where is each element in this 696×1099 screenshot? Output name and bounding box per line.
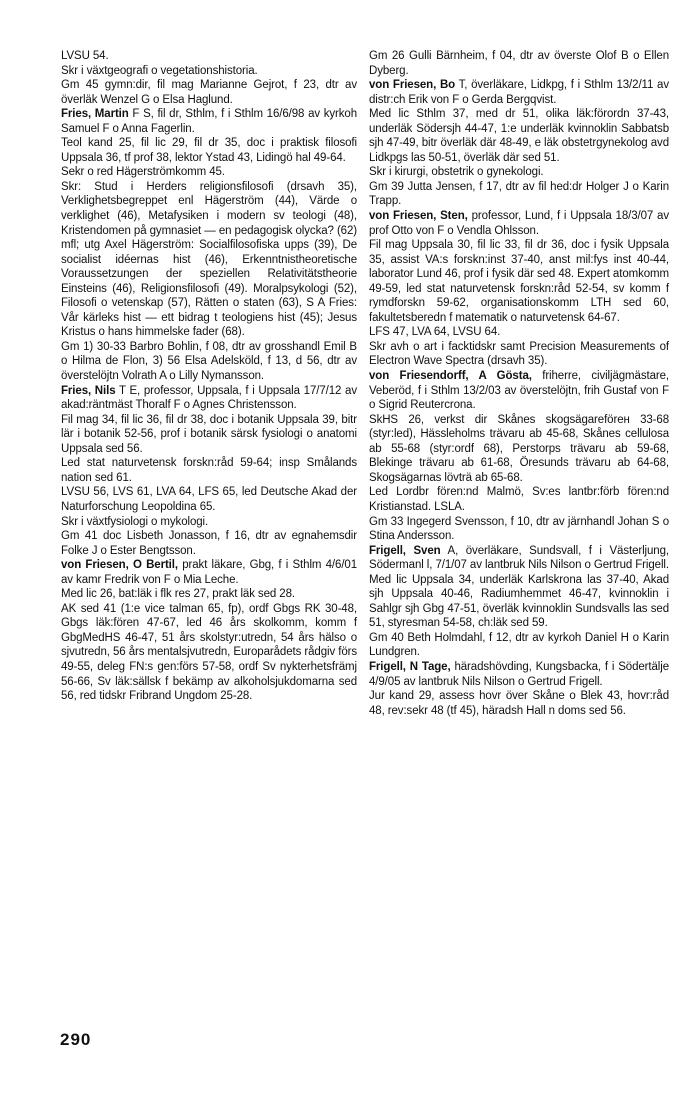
paragraph-text: Skr i kirurgi, obstetrik o gynekologi. <box>369 166 544 179</box>
paragraph-text: A, överläkare, Sundsvall, f i Västerljung, Södermanl l, 7/1/07 av lantbruk Nils Nilson o Gertrud Frigell. <box>369 544 669 572</box>
paragraph <box>369 78 669 107</box>
paragraph-text: F S, fil dr, Sthlm, f i Sthlm 16/6/98 av kyrkoh Samuel F o Anna Fagerlin. <box>61 108 357 135</box>
paragraph <box>61 587 357 602</box>
paragraph <box>61 107 357 136</box>
paragraph-text: SkHS 26, verkst dir Skånes skogsägareförен 33-68 (styr:led), Hässleholms trävaru ab 45-68, Skånes cellulosa ab 55-68 (styr:ordf 68), Perstorps trävaru ab 59-68, Blekinge trävaru ab 61-68, Öresunds trävaru ab 64-68, Skogsägarnas lövträ ab 65-68. <box>369 413 669 484</box>
paragraph <box>369 49 669 78</box>
paragraph-text: Gm 45 gymn:dir, fil mag Marianne Gejrot, f 23, dtr av överläk Wenzel G o Elsa Haglund. <box>61 79 357 106</box>
page-number: 290 <box>60 1030 92 1049</box>
paragraph <box>369 485 669 514</box>
paragraph <box>369 180 669 209</box>
paragraph <box>61 340 357 384</box>
paragraph <box>369 660 669 689</box>
paragraph <box>369 369 669 413</box>
paragraph-text: LFS 47, LVA 64, LVSU 64. <box>369 326 501 339</box>
paragraph-text: friherre, civiljägmästare, Veberöd, f i Sthlm 13/2/03 av överstelöjtn, frih Gustaf von F o Sigrid Reutercrona. <box>369 370 669 412</box>
paragraph <box>369 573 669 631</box>
paragraph-text: Gm 1) 30-33 Barbro Bohlin, f 08, dtr av grosshandl Emil B o Hilma de Flon, 3) 56 Elsa Adelsköld, f 13, d 56, dtr av överstelöjtn Volrath A o Lilly Nymansson. <box>61 340 357 383</box>
paragraph-text: LVSU 54. <box>61 50 109 62</box>
paragraph <box>61 180 357 340</box>
paragraph-text: Med lic 26, bat:läk i flk res 27, prakt läk sed 28. <box>61 588 295 601</box>
paragraph-text: prakt läkare, Gbg, f i Sthlm 4/6/01 av kamr Fredrik von F o Mia Leche. <box>61 559 358 586</box>
paragraph-text: Skr i växtfysiologi o mykologi. <box>61 515 209 528</box>
paragraph-text: Gm 41 doc Lisbeth Jonasson, f 16, dtr av egnahemsdir Folke J o Ester Bengtsson. <box>61 530 357 557</box>
paragraph-text: T E, professor, Uppsala, f i Uppsala 17/7/12 av akad:räntmäst Thoralf F o Agnes Christensson. <box>61 384 357 412</box>
paragraph <box>61 165 357 180</box>
paragraph <box>61 413 357 457</box>
paragraph-text: Gm 26 Gulli Bärnheim, f 04, dtr av överste Olof B o Ellen Dyberg. <box>369 50 669 77</box>
paragraph-text: Skr avh o art i facktidskr samt Precision Measurements of Electron Wave Spectra (drsavh 35). <box>369 340 669 368</box>
paragraph-text: Fil mag Uppsala 30, fil lic 33, fil dr 36, doc i fysik Uppsala 35, assist VA:s forskn:inst 37-40, anst mil:fys inst 40-44, laborator Lund 46, prof i fysik där sed 48. Expert atomkomm 49-59, led stat naturvetensk forskn:råd 52-54, sv komm f rymdforskn 59-62, organisationskomm LTH sed 60, fakultetsberedn f matematik o naturvetensk 64-67. <box>369 239 669 324</box>
entry-name: Fries, Nils <box>61 384 116 397</box>
entry-name: von Friesen, O Bertil, <box>61 559 178 572</box>
paragraph-text: professor, Lund, f i Uppsala 18/3/07 av prof Otto von F o Vendla Ohlsson. <box>369 210 669 237</box>
paragraph <box>369 515 669 544</box>
paragraph <box>61 485 357 514</box>
paragraph-text: Med lic Sthlm 37, med dr 51, olika läk:förordn 37-43, underläk Södersjh 44-47, 1:e underläk kvinnoklin Sabbatsb sjh 47-49, bitr överläk där 48-49, e läk obstetrgynekolog avd Lidkpgs las 50-51, överläk där sed 51. <box>369 108 669 164</box>
paragraph <box>369 544 669 573</box>
entry-name: von Friesendorff, A Gösta, <box>369 370 532 383</box>
paragraph <box>369 631 669 660</box>
paragraph-text: AK sed 41 (1:e vice talman 65, fp), ordf Gbgs RK 30-48, Gbgs läk:fören 47-67, led 46 års skolkomm, komm f GbgMedHS 46-47, 51 års skolstyr:utredn, 54 års hälso o sjvutredn, 56 års mentalsjvutredn, Europarådets rådgiv förs 49-55, deleg FN:s gen:förs 57-58, ordf Sv nykterhetsfrämj 56-66, Sv läk:sällsk f bekämp av alkoholsjukdomarna sed 56, red tidskr Fribrand Ungdom 25-28. <box>61 602 357 703</box>
paragraph <box>369 165 669 180</box>
paragraph-text: Led stat naturvetensk forskn:råd 59-64; insp Smålands nation sed 61. <box>61 457 357 484</box>
paragraph <box>61 64 357 79</box>
paragraph-text: Gm 33 Ingegerd Svensson, f 10, dtr av järnhandl Johan S o Stina Andersson. <box>369 515 669 543</box>
paragraph-text: Gm 40 Beth Holmdahl, f 12, dtr av kyrkoh Daniel H o Karin Lundgren. <box>369 631 669 659</box>
paragraph-text: Skr i växtgeografi o vegetationshistoria. <box>61 64 258 77</box>
paragraph <box>61 558 357 587</box>
paragraph <box>61 515 357 530</box>
paragraph-text: Teol kand 25, fil lic 29, fil dr 35, doc i praktisk filosofi Uppsala 36, tf prof 38, lektor Ystad 43, Lidingö hal 49-64. <box>61 137 357 164</box>
paragraph-text: Led Lordbr fören:nd Malmö, Sv:es lantbr:förb fören:nd Kristianstad. LSLA. <box>369 486 669 513</box>
paragraph <box>369 209 669 238</box>
paragraph-text: Sekr o red Hägerströmkomm 45. <box>61 166 225 179</box>
paragraph <box>61 49 357 64</box>
paragraph <box>369 325 669 340</box>
paragraph <box>61 529 357 558</box>
entry-name: von Friesen, Sten, <box>369 210 468 223</box>
entry-name: von Friesen, Bo <box>369 79 456 92</box>
paragraph <box>61 78 357 107</box>
paragraph <box>61 456 357 485</box>
paragraph <box>61 136 357 165</box>
paragraph-text: Med lic Uppsala 34, underläk Karlskrona las 37-40, Akad sjh Uppsala 40-46, Radiumhemmet 46-47, kvinnoklin i Sahlgr sjh Gbg 47-51, överläk kvinnoklin Sundsvalls las sed 51, styresman 54-58, ch:läk sed 59. <box>369 573 669 630</box>
entry-name: Frigell, N Tage, <box>369 660 451 673</box>
entry-name: Fries, Martin <box>61 108 129 121</box>
paragraph <box>369 689 669 718</box>
paragraph <box>369 238 669 325</box>
paragraph-text: Skr: Stud i Herders religionsfilosofi (drsavh 35), Verklighetsbegreppet enl Hägerström (44), Värde o verklighet (46), Metafysiken i modern sv teologi (48), Kristendomen på gymnasiet — en pedagogisk olycka? (62) mfl; utg Axel Hägerström: Socialfilosofiska upps (39), De socialist idéernas hist (46), Erkenntnistheoretische Voraussetzungen der speziellen Relativitätstheorie Einsteins (46), Religionsfilosofi (49). Moralpsykologi (52), Filosofi o vetenskap (57), Rätten o staten (63), S A Fries: Vår kärleks hist — ett bidrag t teologiens hist (45); Jesus Kristus o hans himmelske fader (68). <box>61 180 357 339</box>
paragraph-text: LVSU 56, LVS 61, LVA 64, LFS 65, led Deutsche Akad der Naturforschung Leopoldina 65. <box>61 486 357 513</box>
paragraph-text: Gm 39 Jutta Jensen, f 17, dtr av fil hed:dr Holger J o Karin Trapp. <box>369 180 669 208</box>
paragraph-text: häradshövding, Kungsbacka, f i Södertälje 4/9/05 av lantbruk Nils Nilson o Gertrud Frigell. <box>369 660 669 688</box>
entry-name: Frigell, Sven <box>369 544 441 557</box>
paragraph <box>369 340 669 369</box>
paragraph-text: Fil mag 34, fil lic 36, fil dr 38, doc i botanik Uppsala 39, bitr lär i botanik 52-56, prof i botanik särsk fysiologi o anatomi Uppsala sed 56. <box>61 413 357 455</box>
paragraph <box>369 413 669 486</box>
right-column <box>369 49 669 718</box>
paragraph <box>61 602 357 704</box>
paragraph-text: Jur kand 29, assess hovr över Skåne o Blek 43, hovr:råd 48, rev:sekr 48 (tf 45), häradsh Hall n doms sed 56. <box>369 690 669 717</box>
paragraph <box>369 107 669 165</box>
paragraph <box>61 384 357 413</box>
paragraph-text: T, överläkare, Lidkpg, f i Sthlm 13/2/11 av distr:ch Erik von F o Gerda Bergqvist. <box>369 79 669 106</box>
left-column <box>61 49 357 704</box>
